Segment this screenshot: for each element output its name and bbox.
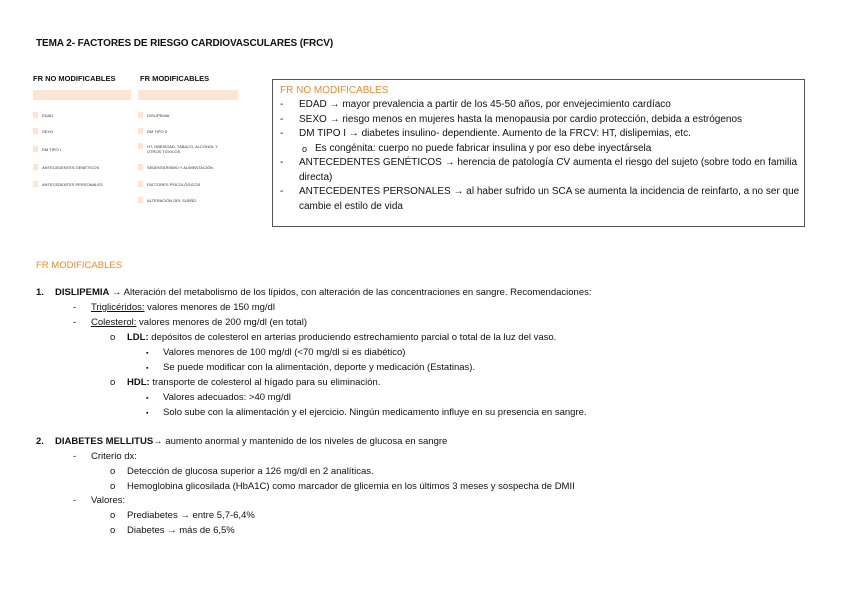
marker: ▪ [146, 365, 149, 372]
marker: ▪ [146, 395, 149, 402]
ldl-bullet-1: Valores menores de 100 mg/dl (<70 mg/dl si es diabético) [163, 347, 406, 358]
fr-no-modificables-box [272, 79, 805, 227]
dislipemia-heading: DISLIPEMIA → Alteración del metabolismo de los lípidos, con alteración de las concentraciones en sangre. Recomendaciones: [55, 287, 592, 298]
hdl-bullet-2: Solo sube con la alimentación y el ejercicio. Ningún medicamento influye en su presencia en sangre. [163, 407, 587, 418]
box-title: FR NO MODIFICABLES [280, 85, 389, 96]
marker: o [110, 510, 116, 521]
list-item: - SEXO → riesgo menos en mujeres hasta la menopausia por cardio protección, debida a estrógenos [280, 113, 743, 125]
marker: ▪ [146, 350, 149, 357]
marker: o [110, 466, 116, 477]
ldl-bullet-2: Se puede modificar con la alimentación, deporte y medicación (Estatinas). [163, 362, 476, 373]
table-header-modificables: FR MODIFICABLES [140, 74, 210, 83]
valores-line: Valores: [91, 495, 126, 506]
list-item-dislipemia: 1. [36, 287, 44, 298]
trigliceridos-line: Triglicéridos: valores menores de 150 mg/dl [91, 302, 275, 313]
marker: - [73, 302, 77, 313]
marker: o [110, 525, 116, 536]
marker: - [73, 317, 77, 328]
table-header-no-modificables: FR NO MODIFICABLES [33, 74, 116, 83]
page-title: TEMA 2- FACTORES DE RIESGO CARDIOVASCULARES (FRCV) [36, 38, 334, 49]
section-title: FR MODIFICABLES [36, 260, 123, 271]
hdl-line: HDL: transporte de colesterol al hígado para su eliminación. [127, 377, 381, 388]
criterio-2: Hemoglobina glicosilada (HbA1C) como marcador de glicemia en los últimos 3 meses y sospecha de DMII [127, 481, 575, 492]
colesterol-line: Colesterol: valores menores de 200 mg/dl (en total) [91, 317, 307, 328]
marker: o [110, 481, 116, 492]
marker: o [110, 332, 116, 343]
box-list [280, 98, 800, 214]
list-item: - ANTECEDENTES PERSONALES → al haber sufrido un SCA se aumenta la incidencia de reinfarto, a no ser que cambie el estilo de vida [280, 186, 800, 212]
ldl-line: LDL: depósitos de colesterol en arterias produciendo estrechamiento parcial o total de la luz del vaso. [127, 332, 557, 343]
list-item: - ANTECEDENTES GENÉTICOS → herencia de patología CV aumenta el riesgo del sujeto (sobre todo en familia directa) [280, 157, 798, 183]
hdl-bullet-1: Valores adecuados: >40 mg/dl [163, 392, 291, 403]
table-header-bar-2 [138, 90, 238, 100]
table-header-bar-1 [33, 90, 131, 100]
criterio-1: Detección de glucosa superior a 126 mg/dl en 2 analíticas. [127, 466, 374, 477]
list-item-diabetes: 2. [36, 436, 44, 447]
marker: o [110, 377, 116, 388]
marker: - [73, 451, 77, 462]
list-subitem: o Es congénita: cuerpo no puede fabricar insulina y por eso debe inyectársela [302, 142, 652, 154]
valor-prediabetes: Prediabetes → entre 5,7-6,4% [127, 510, 255, 521]
list-item: - DM TIPO I → diabetes insulino- dependiente. Aumento de la FRCV: HT, dislipemias, etc. [280, 128, 691, 139]
criterio-line: Criterio dx: [91, 451, 137, 462]
marker: ▪ [146, 410, 149, 417]
diabetes-heading: DIABETES MELLITUS→ aumento anormal y mantenido de los niveles de glucosa en sangre [55, 436, 448, 447]
marker: - [73, 495, 77, 506]
list-item: - EDAD → mayor prevalencia a partir de los 45-50 años, por envejecimiento cardíaco [280, 99, 671, 110]
valor-diabetes: Diabetes → más de 6,5% [127, 525, 235, 536]
